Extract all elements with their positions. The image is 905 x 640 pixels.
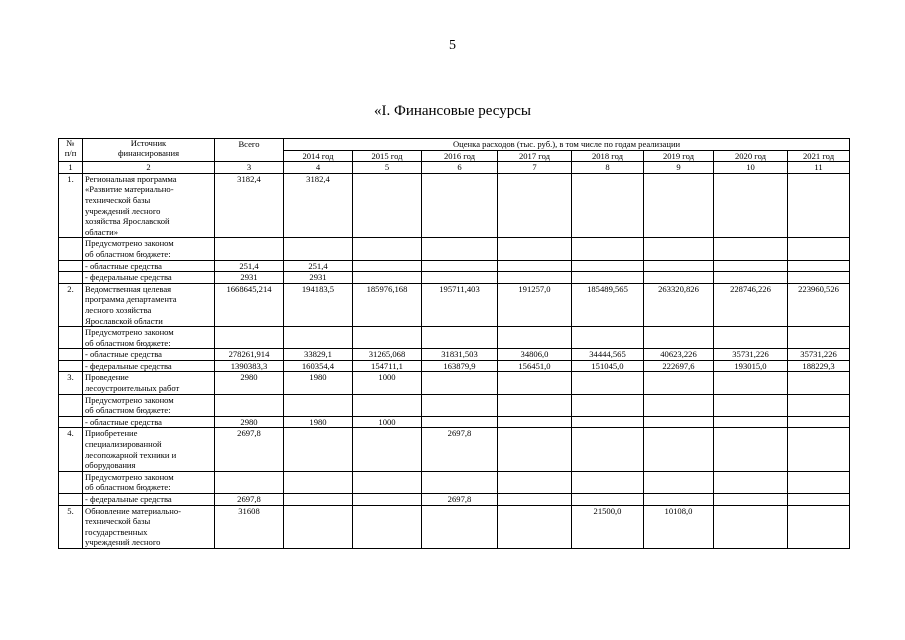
cell-year-value: 40623,226 xyxy=(644,349,714,361)
cell-year-value: 151045,0 xyxy=(572,360,644,372)
cell-year-value: 194183,5 xyxy=(284,283,353,326)
cell-year-value xyxy=(572,372,644,394)
cell-year-value: 35731,226 xyxy=(714,349,788,361)
cell-year-value xyxy=(572,494,644,506)
cell-year-value xyxy=(572,238,644,260)
table-row xyxy=(59,349,850,361)
column-index: 8 xyxy=(572,162,644,174)
cell-year-value xyxy=(572,272,644,284)
cell-total: 1668645,214 xyxy=(215,283,284,326)
cell-year-value xyxy=(714,471,788,493)
cell-year-value: 163879,9 xyxy=(422,360,498,372)
cell-year-value xyxy=(644,416,714,428)
cell-num xyxy=(59,327,83,349)
cell-year-value xyxy=(788,327,850,349)
cell-year-value xyxy=(353,394,422,416)
cell-total: 2980 xyxy=(215,416,284,428)
column-index: 4 xyxy=(284,162,353,174)
cell-year-value xyxy=(644,428,714,471)
cell-year-value xyxy=(353,260,422,272)
cell-total: 251,4 xyxy=(215,260,284,272)
cell-year-value: 193015,0 xyxy=(714,360,788,372)
cell-year-value xyxy=(284,394,353,416)
column-index: 7 xyxy=(498,162,572,174)
cell-year-value: 160354,4 xyxy=(284,360,353,372)
cell-year-value xyxy=(353,428,422,471)
cell-year-value xyxy=(498,494,572,506)
table-row xyxy=(59,327,850,349)
cell-total xyxy=(215,238,284,260)
header-total: Всего xyxy=(215,139,284,162)
cell-total: 2697,8 xyxy=(215,494,284,506)
column-index: 5 xyxy=(353,162,422,174)
cell-source: - областные средства xyxy=(83,416,215,428)
cell-year-value: 2697,8 xyxy=(422,428,498,471)
cell-total: 1390383,3 xyxy=(215,360,284,372)
cell-year-value: 223960,526 xyxy=(788,283,850,326)
cell-year-value xyxy=(788,238,850,260)
cell-year-value xyxy=(714,327,788,349)
cell-year-value xyxy=(714,238,788,260)
cell-year-value xyxy=(284,471,353,493)
cell-year-value xyxy=(353,173,422,238)
cell-year-value xyxy=(498,471,572,493)
header-year: 2021 год xyxy=(788,150,850,162)
cell-year-value: 10108,0 xyxy=(644,505,714,548)
column-index: 6 xyxy=(422,162,498,174)
cell-num xyxy=(59,260,83,272)
cell-source: Обновление материально- технической базы государственных учреждений лесного xyxy=(83,505,215,548)
cell-year-value: 1980 xyxy=(284,416,353,428)
cell-year-value xyxy=(353,272,422,284)
page-number: 5 xyxy=(449,38,456,53)
cell-year-value xyxy=(498,416,572,428)
cell-year-value xyxy=(714,173,788,238)
cell-year-value xyxy=(422,505,498,548)
cell-year-value: 2697,8 xyxy=(422,494,498,506)
cell-year-value xyxy=(422,238,498,260)
table-row xyxy=(59,260,850,272)
cell-year-value xyxy=(284,505,353,548)
cell-total xyxy=(215,394,284,416)
cell-year-value xyxy=(422,394,498,416)
cell-year-value xyxy=(644,394,714,416)
cell-year-value xyxy=(788,260,850,272)
header-year: 2014 год xyxy=(284,150,353,162)
cell-year-value xyxy=(714,272,788,284)
cell-year-value xyxy=(788,471,850,493)
cell-source: - федеральные средства xyxy=(83,360,215,372)
cell-year-value xyxy=(353,505,422,548)
cell-num xyxy=(59,471,83,493)
cell-year-value xyxy=(572,327,644,349)
cell-num xyxy=(59,416,83,428)
cell-year-value: 31831,503 xyxy=(422,349,498,361)
cell-source: Приобретение специализированной лесопожарной техники и оборудования xyxy=(83,428,215,471)
cell-year-value xyxy=(644,471,714,493)
cell-year-value xyxy=(714,260,788,272)
table-row xyxy=(59,238,850,260)
table-row xyxy=(59,494,850,506)
cell-year-value xyxy=(284,238,353,260)
cell-year-value xyxy=(644,260,714,272)
cell-year-value xyxy=(498,260,572,272)
header-year: 2019 год xyxy=(644,150,714,162)
cell-num xyxy=(59,360,83,372)
cell-year-value xyxy=(714,416,788,428)
cell-year-value: 2931 xyxy=(284,272,353,284)
cell-year-value: 21500,0 xyxy=(572,505,644,548)
cell-year-value xyxy=(788,173,850,238)
column-index: 1 xyxy=(59,162,83,174)
cell-source: Предусмотрено законом об областном бюджете: xyxy=(83,471,215,493)
cell-year-value xyxy=(422,272,498,284)
cell-year-value xyxy=(714,394,788,416)
cell-num: 4. xyxy=(59,428,83,471)
cell-year-value xyxy=(422,173,498,238)
cell-year-value xyxy=(788,272,850,284)
cell-year-value: 154711,1 xyxy=(353,360,422,372)
cell-year-value: 3182,4 xyxy=(284,173,353,238)
cell-year-value xyxy=(788,428,850,471)
cell-source: - федеральные средства xyxy=(83,272,215,284)
cell-year-value: 1980 xyxy=(284,372,353,394)
cell-source: Региональная программа «Развитие материально- технической базы учреждений лесного хозяйства Ярославской области» xyxy=(83,173,215,238)
cell-total: 2980 xyxy=(215,372,284,394)
cell-year-value: 156451,0 xyxy=(498,360,572,372)
header-year: 2017 год xyxy=(498,150,572,162)
cell-year-value xyxy=(353,327,422,349)
section-title: «I. Финансовые ресурсы xyxy=(373,103,532,119)
cell-year-value xyxy=(788,494,850,506)
cell-source: Ведомственная целевая программа департамента лесного хозяйства Ярославской области xyxy=(83,283,215,326)
financial-resources-table xyxy=(58,138,850,549)
cell-year-value: 222697,6 xyxy=(644,360,714,372)
cell-year-value xyxy=(644,372,714,394)
table-row xyxy=(59,372,850,394)
cell-year-value: 31265,068 xyxy=(353,349,422,361)
column-index: 3 xyxy=(215,162,284,174)
cell-year-value: 35731,226 xyxy=(788,349,850,361)
cell-source: - областные средства xyxy=(83,349,215,361)
cell-source: Предусмотрено законом об областном бюджете: xyxy=(83,238,215,260)
cell-year-value xyxy=(788,416,850,428)
cell-num xyxy=(59,494,83,506)
cell-year-value xyxy=(572,428,644,471)
cell-year-value xyxy=(572,173,644,238)
cell-year-value xyxy=(284,428,353,471)
cell-year-value xyxy=(644,272,714,284)
cell-year-value xyxy=(714,372,788,394)
cell-year-value xyxy=(498,327,572,349)
cell-total: 278261,914 xyxy=(215,349,284,361)
cell-year-value xyxy=(498,428,572,471)
table-row xyxy=(59,416,850,428)
cell-year-value xyxy=(284,327,353,349)
cell-year-value: 228746,226 xyxy=(714,283,788,326)
table-row xyxy=(59,428,850,471)
cell-year-value xyxy=(788,505,850,548)
cell-source: - областные средства xyxy=(83,260,215,272)
cell-year-value: 34806,0 xyxy=(498,349,572,361)
cell-year-value: 1000 xyxy=(353,416,422,428)
cell-year-value: 185976,168 xyxy=(353,283,422,326)
table-row xyxy=(59,283,850,326)
table-row xyxy=(59,173,850,238)
header-num: № п/п xyxy=(59,139,83,162)
cell-total: 3182,4 xyxy=(215,173,284,238)
cell-year-value xyxy=(422,327,498,349)
cell-year-value xyxy=(353,238,422,260)
cell-total xyxy=(215,327,284,349)
cell-num: 1. xyxy=(59,173,83,238)
cell-source: Проведение лесоустроительных работ xyxy=(83,372,215,394)
cell-year-value: 195711,403 xyxy=(422,283,498,326)
cell-source: Предусмотрено законом об областном бюджете: xyxy=(83,327,215,349)
header-estimate: Оценка расходов (тыс. руб.), в том числе по годам реализации xyxy=(284,139,850,151)
table-body xyxy=(59,173,850,548)
cell-year-value xyxy=(644,173,714,238)
cell-year-value xyxy=(422,416,498,428)
cell-year-value xyxy=(714,428,788,471)
header-source: Источник финансирования xyxy=(83,139,215,162)
cell-year-value xyxy=(572,416,644,428)
cell-num: 2. xyxy=(59,283,83,326)
cell-year-value xyxy=(498,394,572,416)
column-index: 10 xyxy=(714,162,788,174)
cell-total: 31608 xyxy=(215,505,284,548)
cell-year-value: 185489,565 xyxy=(572,283,644,326)
cell-num: 3. xyxy=(59,372,83,394)
table-row xyxy=(59,394,850,416)
cell-year-value xyxy=(572,260,644,272)
cell-year-value xyxy=(422,260,498,272)
cell-year-value xyxy=(498,505,572,548)
cell-num xyxy=(59,238,83,260)
cell-year-value: 1000 xyxy=(353,372,422,394)
table-row xyxy=(59,272,850,284)
column-index: 9 xyxy=(644,162,714,174)
cell-year-value: 263320,826 xyxy=(644,283,714,326)
column-index: 2 xyxy=(83,162,215,174)
header-year: 2018 год xyxy=(572,150,644,162)
cell-total xyxy=(215,471,284,493)
cell-year-value: 251,4 xyxy=(284,260,353,272)
header-year: 2020 год xyxy=(714,150,788,162)
header-year: 2016 год xyxy=(422,150,498,162)
cell-source: - федеральные средства xyxy=(83,494,215,506)
cell-num xyxy=(59,394,83,416)
cell-year-value xyxy=(788,394,850,416)
cell-year-value xyxy=(284,494,353,506)
cell-year-value xyxy=(788,372,850,394)
cell-year-value xyxy=(353,471,422,493)
cell-year-value xyxy=(422,471,498,493)
cell-year-value xyxy=(422,372,498,394)
header-row-top xyxy=(59,139,850,151)
cell-total: 2697,8 xyxy=(215,428,284,471)
cell-year-value: 188229,3 xyxy=(788,360,850,372)
cell-year-value xyxy=(714,494,788,506)
table-row xyxy=(59,360,850,372)
header-year: 2015 год xyxy=(353,150,422,162)
cell-source: Предусмотрено законом об областном бюджете: xyxy=(83,394,215,416)
cell-num xyxy=(59,349,83,361)
cell-total: 2931 xyxy=(215,272,284,284)
cell-year-value: 33829,1 xyxy=(284,349,353,361)
cell-year-value xyxy=(644,327,714,349)
cell-num xyxy=(59,272,83,284)
cell-year-value xyxy=(644,494,714,506)
cell-year-value xyxy=(714,505,788,548)
column-index: 11 xyxy=(788,162,850,174)
cell-year-value xyxy=(498,238,572,260)
cell-year-value: 191257,0 xyxy=(498,283,572,326)
table-row xyxy=(59,505,850,548)
cell-year-value xyxy=(644,238,714,260)
cell-year-value xyxy=(572,471,644,493)
cell-num: 5. xyxy=(59,505,83,548)
table-row xyxy=(59,471,850,493)
cell-year-value xyxy=(353,494,422,506)
cell-year-value xyxy=(498,372,572,394)
header-row-indices xyxy=(59,162,850,174)
cell-year-value: 34444,565 xyxy=(572,349,644,361)
cell-year-value xyxy=(572,394,644,416)
cell-year-value xyxy=(498,173,572,238)
cell-year-value xyxy=(498,272,572,284)
